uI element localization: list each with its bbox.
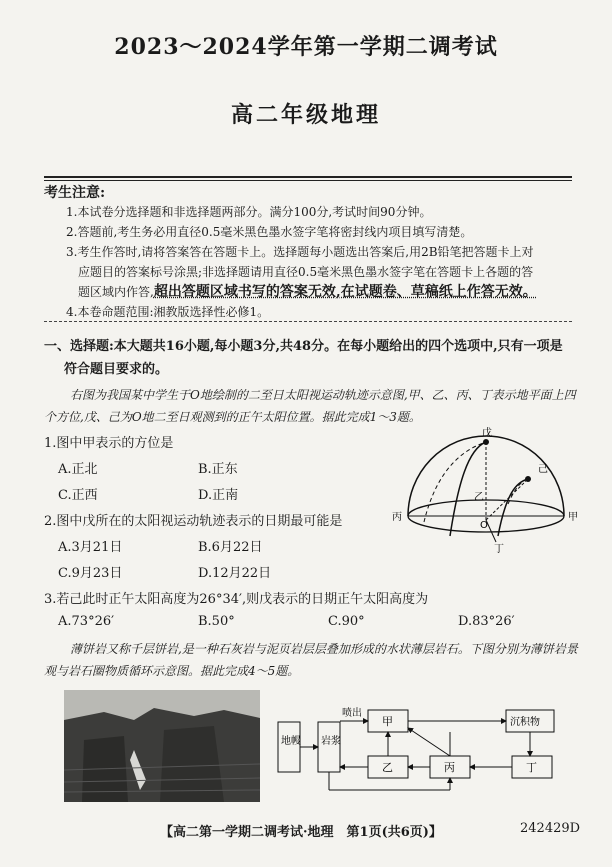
question-stem: 3.若己此时正午太阳高度为26°34′,则戊表示的日期正午太阳高度为: [44, 592, 429, 607]
section-heading: 一、选择题:本大题共16小题,每小题3分,共48分。在每小题给出的四个选项中,只有一项是: [44, 339, 563, 354]
option: C.90°: [328, 614, 365, 629]
option: C.正西: [58, 488, 98, 503]
question-stem: 1.图中甲表示的方位是: [44, 436, 174, 451]
label-mantle: 地幔: [281, 736, 301, 747]
label-yi: 乙: [382, 761, 393, 774]
option: D.12月22日: [198, 566, 272, 581]
sun-position-marker: [483, 439, 489, 445]
label-bing: 丙: [444, 761, 455, 774]
label-eruption: 喷出: [342, 708, 362, 719]
section-heading-cont: 符合题目要求的。: [64, 362, 169, 377]
sun-position-marker: [525, 476, 531, 482]
notice-item: 3.考生作答时,请将答案答在答题卡上。选择题每小题选出答案后,用2B铅笔把答题卡上对: [66, 245, 534, 259]
label-ding: 丁: [526, 761, 537, 774]
option: B.50°: [198, 614, 235, 629]
option: A.正北: [58, 462, 98, 477]
option: A.73°26′: [58, 614, 115, 629]
intro-paragraph: 右图为我国某中学生于O地绘制的二至日太阳视运动轨迹示意图,甲、乙、丙、丁表示地平面上四个方位,戊、己为O地二至日观测到的正午太阳位置。据此完成1～3题。: [44, 388, 576, 424]
option: B.正东: [198, 462, 238, 477]
option: B.6月22日: [198, 540, 263, 555]
label-yi: 乙: [474, 492, 484, 503]
notice-item: 2.答题前,考生务必用直径0.5毫米黑色墨水签字笔将密封线内项目填写清楚。: [66, 225, 473, 239]
option: A.3月21日: [58, 540, 123, 555]
rock-cycle-diagram: [272, 700, 572, 804]
option: D.83°26′: [458, 614, 515, 629]
option: C.9月23日: [58, 566, 123, 581]
intro-paragraph: 薄饼岩又称千层饼岩,是一种石灰岩与泥页岩层层叠加形成的水状薄层岩石。下图分别为薄饼岩景观与岩石圈物质循环示意图。据此完成4～5题。: [44, 642, 578, 678]
label-jia: 甲: [382, 715, 393, 728]
pancake-rock-photo: [64, 690, 260, 802]
notice-item: 4.本卷命题范围:湘教版选择性必修1。: [66, 305, 270, 319]
question-stem: 2.图中戊所在的太阳视运动轨迹表示的日期最可能是: [44, 514, 343, 529]
label-ding: 丁: [494, 544, 504, 554]
divider: [44, 176, 572, 178]
exam-code: 242429D: [520, 821, 581, 836]
label-magma: 岩浆: [321, 736, 341, 747]
page-footer: 【高二第一学期二调考试·地理 第1页(共6页)】: [160, 825, 442, 840]
label-wu: 戊: [482, 428, 492, 439]
notice-item: 应题目的答案标号涂黑;非选择题请用直径0.5毫米黑色墨水签字笔在答题卡上各题的答: [78, 265, 534, 279]
sun-path-diagram: [388, 424, 584, 554]
label-sediment: 沉积物: [510, 717, 540, 728]
label-jia: 甲: [568, 512, 578, 523]
divider: [44, 180, 572, 181]
notice-item: 1.本试卷分选择题和非选择题两部分。满分100分,考试时间90分钟。: [66, 205, 432, 219]
notice-item: 题区域内作答,超出答题区域书写的答案无效,在试题卷、草稿纸上作答无效。: [78, 284, 537, 300]
label-bing: 丙: [392, 512, 402, 523]
label-o: O: [480, 520, 488, 531]
subject-title: 高二年级地理: [230, 102, 381, 128]
notice-title: 考生注意:: [44, 185, 106, 201]
label-ji: 己: [538, 464, 548, 475]
option: D.正南: [198, 488, 239, 503]
exam-title: 2023～2024学年第一学期二调考试: [114, 34, 498, 60]
divider: [44, 321, 572, 322]
notice-emphasis: 超出答题区域书写的答案无效,在试题卷、草稿纸上作答无效。: [153, 284, 537, 300]
